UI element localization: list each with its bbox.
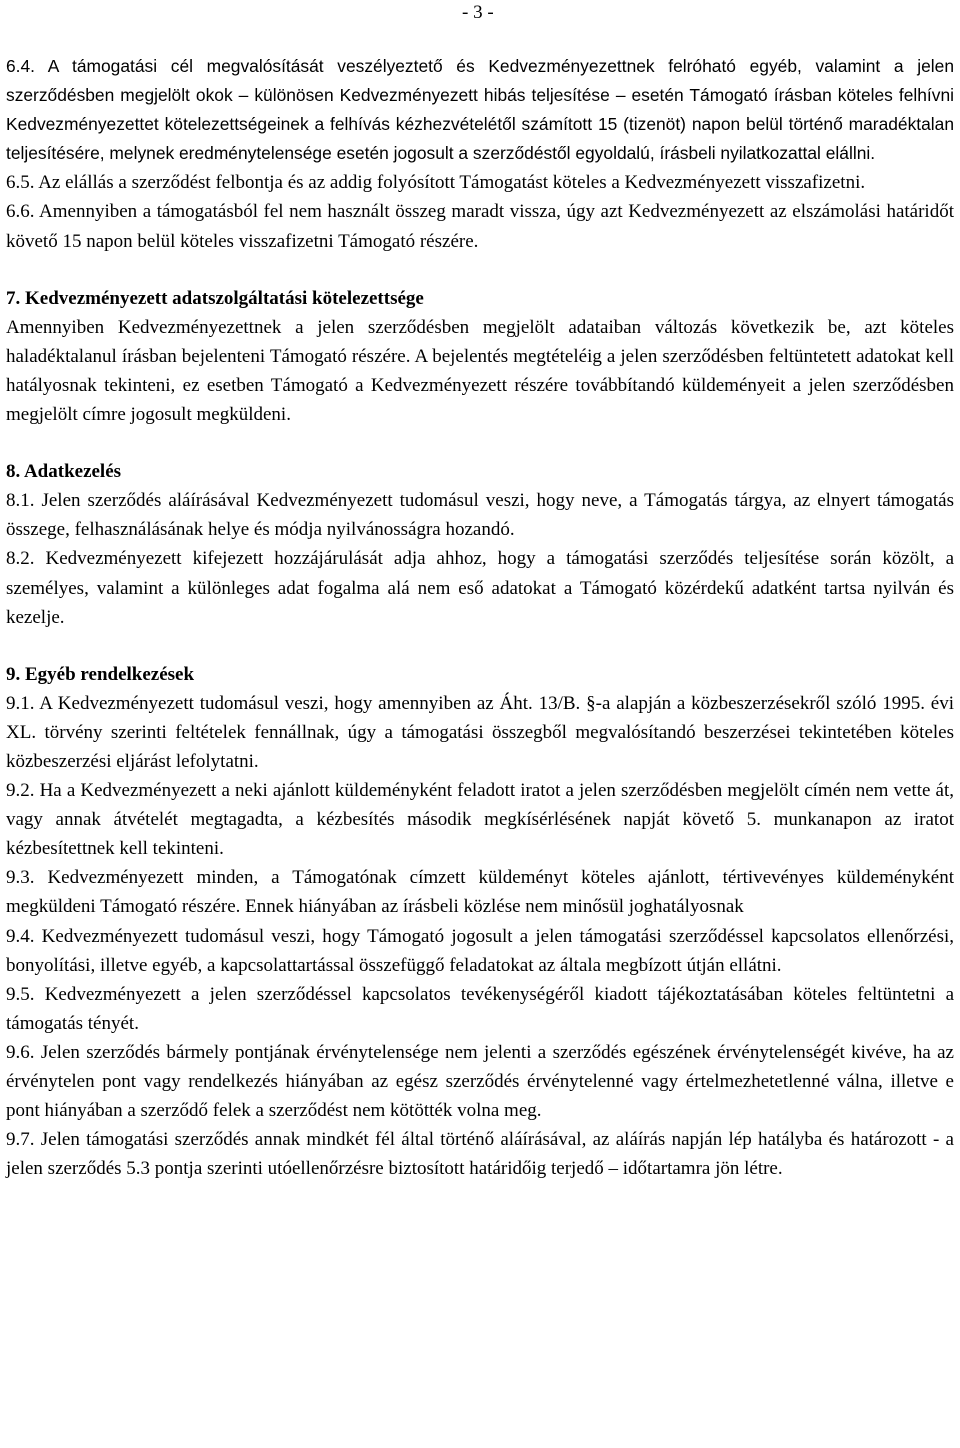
paragraph: 9.6. Jelen szerződés bármely pontjának érvénytelensége nem jelenti a szerződés egészének érvénytelenségét kivéve, ha az érvénytelen pont vagy rendelkezés hiányában az egész szerződés érvénytelenné vagy értelmezhetetlenné válna, illetve e pont hiányában a szerződő felek a szerződést nem kötötték volna meg. [6, 1041, 954, 1122]
document-body [6, 52, 954, 1183]
paragraph: 9.1. A Kedvezményezett tudomásul veszi, hogy amennyiben az Áht. 13/B. §-a alapján a közbeszerzésekről szóló 1995. évi XL. törvény szerinti feltételek fennállnak, úgy a támogatási összegből megvalósítandó beszerzései tekintetében köteles közbeszerzési eljárást lefolytatni. [6, 692, 954, 772]
paragraph: 8.2. Kedvezményezett kifejezett hozzájárulását adja ahhoz, hogy a támogatási szerződés teljesítése során közölt, a személyes, valamint a különleges adat fogalma alá nem eső adatokat a Támogató közérdekű adatként tartsa nyilván és kezelje. [6, 548, 954, 628]
paragraph: 6.6. Amennyiben a támogatásból fel nem használt összeg maradt vissza, úgy azt Kedvezményezett az elszámolási határidőt követő 15 napon belül köteles visszafizetni Támogató részére. [6, 201, 954, 252]
paragraph: 9.7. Jelen támogatási szerződés annak mindkét fél által történő aláírásával, az aláírás napján lép hatályba és határozott - a jelen szerződés 5.3 pontja szerinti utóellenőrzésre biztosított határidőig terjedő – időtartamra jön létre. [6, 1129, 954, 1180]
section-spacer [6, 429, 954, 457]
paragraph: Amennyiben Kedvezményezettnek a jelen szerződésben megjelölt adataiban változás következik be, azt köteles haladéktalanul írásban bejelenteni Támogató részére. A bejelentés megtételéig a jelen szerződésben feltüntetett adatokat kell hatályosnak tekinteni, ez esetben Támogató a Kedvezményezett részére továbbítandó küldeményeit a jelen szerződésben megjelölt címre jogosult megküldeni. [6, 316, 954, 426]
paragraph: 6.5. Az elállás a szerződést felbontja és az addig folyósított Támogatást köteles a Kedvezményezett visszafizetni. [6, 172, 866, 194]
section-heading: 9. Egyéb rendelkezések [6, 663, 195, 685]
paragraph: 9.5. Kedvezményezett a jelen szerződéssel kapcsolatos tevékenységéről kiadott tájékoztatásában köteles feltüntetni a támogatás tényét. [6, 983, 954, 1034]
section-heading: 8. Adatkezelés [6, 461, 122, 483]
paragraph: 9.3. Kedvezményezett minden, a Támogatónak címzett küldeményt köteles ajánlott, tértivevényes küldeményként megküldeni Támogató részére. Ennek hiányában az írásbeli közlése nem minősül joghatályosnak [6, 867, 954, 918]
paragraph: 9.4. Kedvezményezett tudomásul veszi, hogy Támogató jogosult a jelen támogatási szerződéssel kapcsolatos ellenőrzési, bonyolítási, illetve egyéb, a kapcsolattartással összefüggő feladatokat az általa megbízott útján ellátni. [6, 925, 954, 976]
paragraph: 9.2. Ha a Kedvezményezett a neki ajánlott küldeményként feladott iratot a jelen szerződésben megjelölt címén nem vette át, vagy annak átvételét megtagadta, a kézbesítés második megkísérlésének napját követő 5. munkanapon az iratot kézbesítettnek kell tekinteni. [6, 780, 954, 860]
section-heading: 7. Kedvezményezett adatszolgáltatási kötelezettsége [6, 287, 424, 309]
page-number: - 3 - [462, 2, 494, 23]
paragraph: 6.4. A támogatási cél megvalósítását veszélyeztető és Kedvezményezettnek felróható egyéb, valamint a jelen szerződésben megjelölt okok – különösen Kedvezményezett hibás teljesítése – esetén Támogató írásban köteles felhívni Kedvezményezettet kötelezettségeinek a felhívás kézhezvételétől számított 15 (tizenöt) napon belül történő maradéktalan teljesítésére, melynek eredménytelensége esetén jogosult a szerződéstől egyoldalú, írásbeli nyilatkozattal elállni. [6, 56, 954, 164]
section-spacer [6, 632, 954, 660]
paragraph: 8.1. Jelen szerződés aláírásával Kedvezményezett tudomásul veszi, hogy neve, a Támogatás tárgya, az elnyert támogatás összege, felhasználásának helye és módja nyilvánosságra hozandó. [6, 490, 954, 541]
section-spacer [6, 256, 954, 284]
